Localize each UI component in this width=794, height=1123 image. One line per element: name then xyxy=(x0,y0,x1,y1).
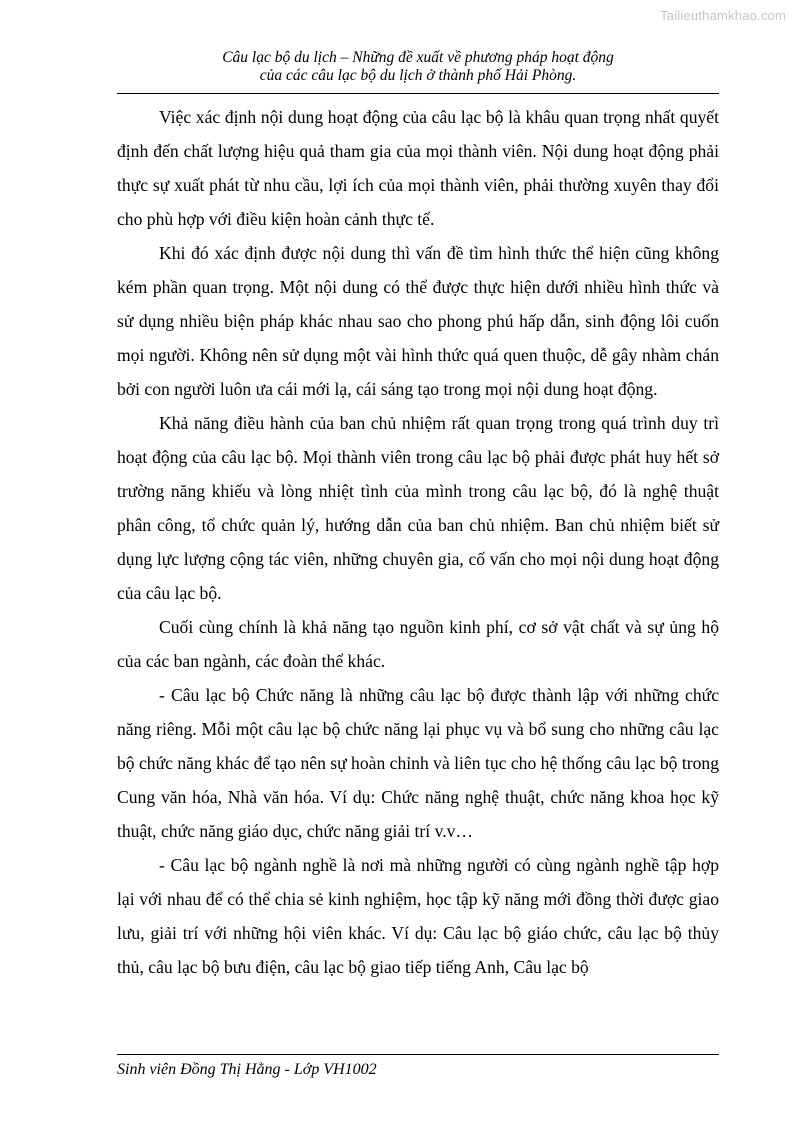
header-line-2: của các câu lạc bộ du lịch ở thành phố Hải Phòng. xyxy=(259,67,577,84)
header-rule xyxy=(117,93,719,94)
footer-rule xyxy=(117,1054,719,1055)
header-line-1: Câu lạc bộ du lịch – Những đề xuất về phương pháp hoạt động xyxy=(222,49,614,66)
page-footer: Sinh viên Đồng Thị Hằng - Lớp VH1002 xyxy=(117,1061,377,1078)
watermark: Tailieuthamkhao.com xyxy=(660,8,786,23)
paragraph: Cuối cùng chính là khả năng tạo nguồn kinh phí, cơ sở vật chất và sự ủng hộ của các ban ngành, các đoàn thể khác. xyxy=(117,617,719,671)
paragraph: Khi đó xác định được nội dung thì vấn đề tìm hình thức thể hiện cũng không kém phần quan trọng. Một nội dung có thể được thực hiện dưới nhiều hình thức và sử dụng nhiều biện pháp khác nhau sao cho phong phú hấp dẫn, sinh động lôi cuốn mọi người. Không nên sử dụng một vài hình thức quá quen thuộc, dễ gây nhàm chán bởi con người luôn ưa cái mới lạ, cái sáng tạo trong mọi nội dung hoạt động. xyxy=(117,243,719,399)
paragraph: Khả năng điều hành của ban chủ nhiệm rất quan trọng trong quá trình duy trì hoạt động của câu lạc bộ. Mọi thành viên trong câu lạc bộ phải được phát huy hết sở trường năng khiếu và lòng nhiệt tình của mình trong câu lạc bộ, đó là nghệ thuật phân công, tổ chức quản lý, hướng dẫn của ban chủ nhiệm. Ban chủ nhiệm biết sử dụng lực lượng cộng tác viên, những chuyên gia, cố vấn cho mọi nội dung hoạt động của câu lạc bộ. xyxy=(117,413,719,603)
paragraph: - Câu lạc bộ ngành nghề là nơi mà những người có cùng ngành nghề tập hợp lại với nhau để có thể chia sẻ kinh nghiệm, học tập kỹ năng mới đồng thời được giao lưu, giải trí với những hội viên khác. Ví dụ: Câu lạc bộ giáo chức, câu lạc bộ thủy thủ, câu lạc bộ bưu điện, câu lạc bộ giao tiếp tiếng Anh, Câu lạc bộ xyxy=(117,855,719,977)
document-body xyxy=(117,100,719,984)
page-header xyxy=(117,49,719,85)
paragraph: Việc xác định nội dung hoạt động của câu lạc bộ là khâu quan trọng nhất quyết định đến chất lượng hiệu quả tham gia của mọi thành viên. Nội dung hoạt động phải thực sự xuất phát từ nhu cầu, lợi ích của mọi thành viên, phải thường xuyên thay đổi cho phù hợp với điều kiện hoàn cảnh thực tế. xyxy=(117,107,719,229)
paragraph: - Câu lạc bộ Chức năng là những câu lạc bộ được thành lập với những chức năng riêng. Mỗi một câu lạc bộ chức năng lại phục vụ và bổ sung cho những câu lạc bộ chức năng khác để tạo nên sự hoàn chỉnh và liên tục cho hệ thống câu lạc bộ trong Cung văn hóa, Nhà văn hóa. Ví dụ: Chức năng nghệ thuật, chức năng khoa học kỹ thuật, chức năng giáo dục, chức năng giải trí v.v… xyxy=(117,685,719,841)
